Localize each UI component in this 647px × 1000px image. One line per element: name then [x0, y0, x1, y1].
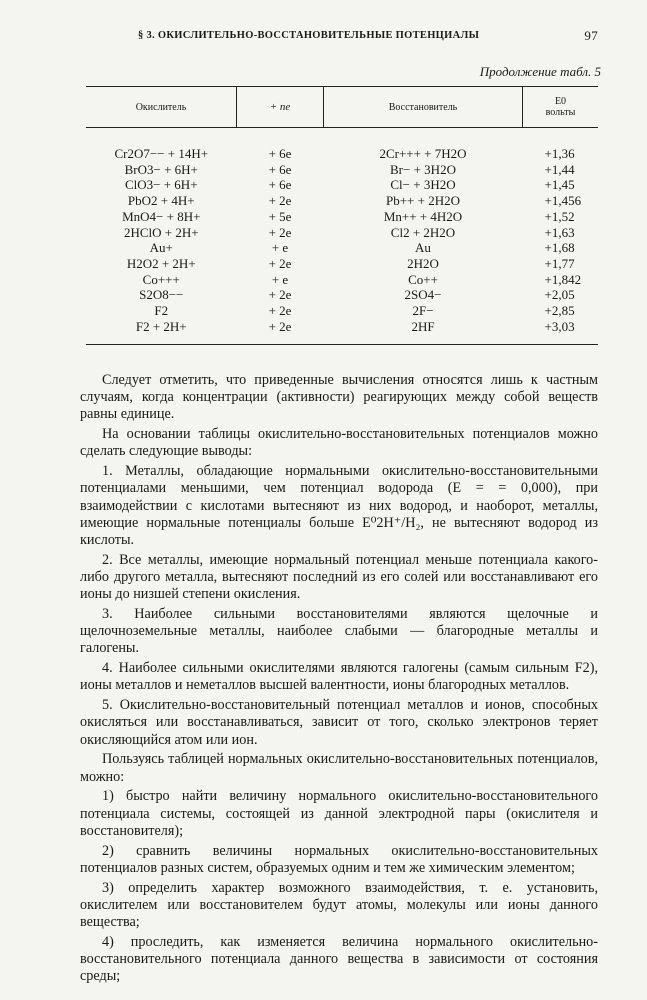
cell-potential: +1,36: [544, 146, 575, 161]
cell-potential: +1,68: [544, 240, 575, 256]
cell-reducer: 2SO4−: [404, 287, 442, 303]
table-row: [86, 287, 598, 303]
table-caption: Продолжение табл. 5: [479, 64, 601, 79]
paragraph: 3) определить характер возможного взаимодействия, т. е. установить, окислителем или восстановителем будут атомы, молекулы или ионы данного вещества;: [80, 879, 598, 931]
paragraph: 5. Окислительно-восстановительный потенциал металлов и ионов, способных окисляться или восстанавливаться, зависит от того, сколько электронов теряет окисляющийся атом или ион.: [80, 697, 598, 748]
paragraph: 1) быстро найти величину нормального окислительно-восстановительного потенциала системы, состоящей из данной электродной пары (окислителя и восстановителя);: [80, 788, 598, 839]
cell-oxidizer: H2O2 + 2H+: [126, 255, 196, 271]
cell-oxidizer: Co+++: [142, 271, 180, 287]
cell-reducer: Mn++ + 4H2O: [383, 208, 463, 224]
paragraph: Следует отметить, что приведенные вычисления относятся лишь к частным случаям, когда концентрации (активности) реагирующих между собой веществ равны единице.: [80, 372, 598, 423]
header-potential: [523, 87, 599, 128]
table-row: [86, 177, 598, 193]
paragraph: 2. Все металлы, имеющие нормальный потенциал меньше потенциала какого-либо другого металла, вытесняют последний из его солей или восстанавливают его ионы до низшей степени окисления.: [80, 551, 598, 603]
paragraph: 4) проследить, как изменяется величина нормального окислительно-восстановительного потенциала данного вещества в зависимости от состояния среды;: [80, 933, 598, 985]
cell-electrons: + 6е: [268, 161, 292, 177]
paragraph: 4. Наиболее сильными окислителями являются галогены (самым сильным F2), ионы металлов и неметаллов высшей валентности, ионы благородных металлов.: [80, 660, 598, 694]
cell-electrons: + 6е: [268, 146, 292, 161]
table-row: [86, 240, 598, 256]
cell-electrons: + 5е: [268, 208, 292, 224]
cell-oxidizer: MnO4− + 8H+: [122, 208, 201, 224]
cell-potential: +1,63: [544, 224, 575, 240]
cell-reducer: 2H2O: [407, 255, 439, 271]
table-row: [86, 128, 598, 162]
table-row: [86, 162, 598, 178]
cell-oxidizer: F2: [154, 303, 169, 319]
cell-reducer: Pb++ + 2H2O: [385, 193, 460, 209]
cell-electrons: + 2е: [268, 287, 292, 303]
cell-potential: +1,456: [544, 193, 582, 209]
potentials-table: [86, 86, 598, 345]
header-potential-unit: вольты: [545, 107, 576, 118]
cell-electrons: + 2е: [237, 319, 324, 345]
header-oxidizer: Окислитель: [86, 87, 237, 128]
cell-electrons: + 2е: [268, 224, 292, 240]
cell-reducer: Cl− + 3H2O: [390, 177, 456, 193]
header-potential-symbol: E0: [554, 96, 567, 107]
table-row: [86, 256, 598, 272]
cell-electrons: + е: [271, 240, 289, 256]
running-head: [138, 30, 598, 41]
table-row: [86, 209, 598, 225]
paragraph: Пользуясь таблицей нормальных окислительно-восстановительных потенциалов, можно:: [80, 751, 598, 785]
cell-potential: +2,05: [544, 287, 575, 303]
paragraph: 3. Наиболее сильными восстановителями являются щелочные и щелочноземельные металлы, наиболее слабыми — благородные металлы и галогены.: [80, 606, 598, 657]
cell-electrons: + е: [271, 271, 289, 287]
cell-electrons: + 2е: [268, 193, 292, 209]
header-electrons: + nе: [237, 87, 324, 128]
cell-oxidizer: 2HClO + 2H+: [123, 224, 199, 240]
cell-electrons: + 2е: [268, 255, 292, 271]
page-number: 97: [584, 28, 598, 43]
cell-reducer: Co++: [408, 271, 438, 287]
running-title: § 3. ОКИСЛИТЕЛЬНО-ВОССТАНОВИТЕЛЬНЫЕ ПОТЕНЦИАЛЫ: [138, 30, 480, 41]
cell-reducer: 2Cr+++ + 7H2O: [379, 146, 467, 161]
cell-oxidizer: S2O8−−: [139, 287, 184, 303]
paragraph: 1. Металлы, обладающие нормальными окислительно-восстановительными потенциалами меньшими, чем потенциал водорода (E = = 0,000), при взаимодействии с кислотами вытесняют из них водород, и наоборот, металлы, имеющие нормальные потенциалы больше E⁰2H⁺/H₂, не вытесняют водород из кислоты.: [80, 463, 598, 549]
cell-reducer: Br− + 3H2O: [390, 161, 456, 177]
cell-oxidizer: F2 + 2H+: [86, 319, 237, 345]
cell-reducer: 2HF: [324, 319, 523, 345]
cell-oxidizer: ClO3− + 6H+: [124, 177, 198, 193]
table-body: [86, 128, 598, 345]
body-text: [80, 372, 598, 988]
cell-potential: +2,85: [544, 303, 575, 319]
cell-potential: +1,45: [544, 177, 575, 193]
table-row: [86, 272, 598, 288]
table-row: [86, 225, 598, 241]
paragraph: 2) сравнить величины нормальных окислительно-восстановительных потенциалов разных систем, образуемых одним и тем же химическим элементом;: [80, 842, 598, 876]
table-row: [86, 319, 598, 345]
cell-reducer: 2F−: [412, 303, 434, 319]
cell-electrons: + 6е: [268, 177, 292, 193]
cell-reducer: Cl2 + 2H2O: [390, 224, 456, 240]
cell-oxidizer: BrO3− + 6H+: [124, 161, 198, 177]
cell-potential: +1,52: [544, 208, 575, 224]
header-reducer: Восстановитель: [324, 87, 523, 128]
cell-oxidizer: Au+: [149, 240, 173, 256]
cell-reducer: Au: [415, 240, 431, 256]
cell-electrons: + 2е: [268, 303, 292, 319]
cell-potential: +1,842: [544, 271, 582, 287]
cell-potential: +1,44: [544, 161, 575, 177]
cell-potential: +3,03: [523, 319, 599, 345]
table-row: [86, 193, 598, 209]
paragraph: На основании таблицы окислительно-восстановительных потенциалов можно сделать следующие выводы:: [80, 426, 598, 460]
cell-potential: +1,77: [544, 255, 575, 271]
table-row: [86, 303, 598, 319]
cell-oxidizer: Cr2O7−− + 14H+: [114, 146, 209, 161]
cell-oxidizer: PbO2 + 4H+: [127, 193, 195, 209]
